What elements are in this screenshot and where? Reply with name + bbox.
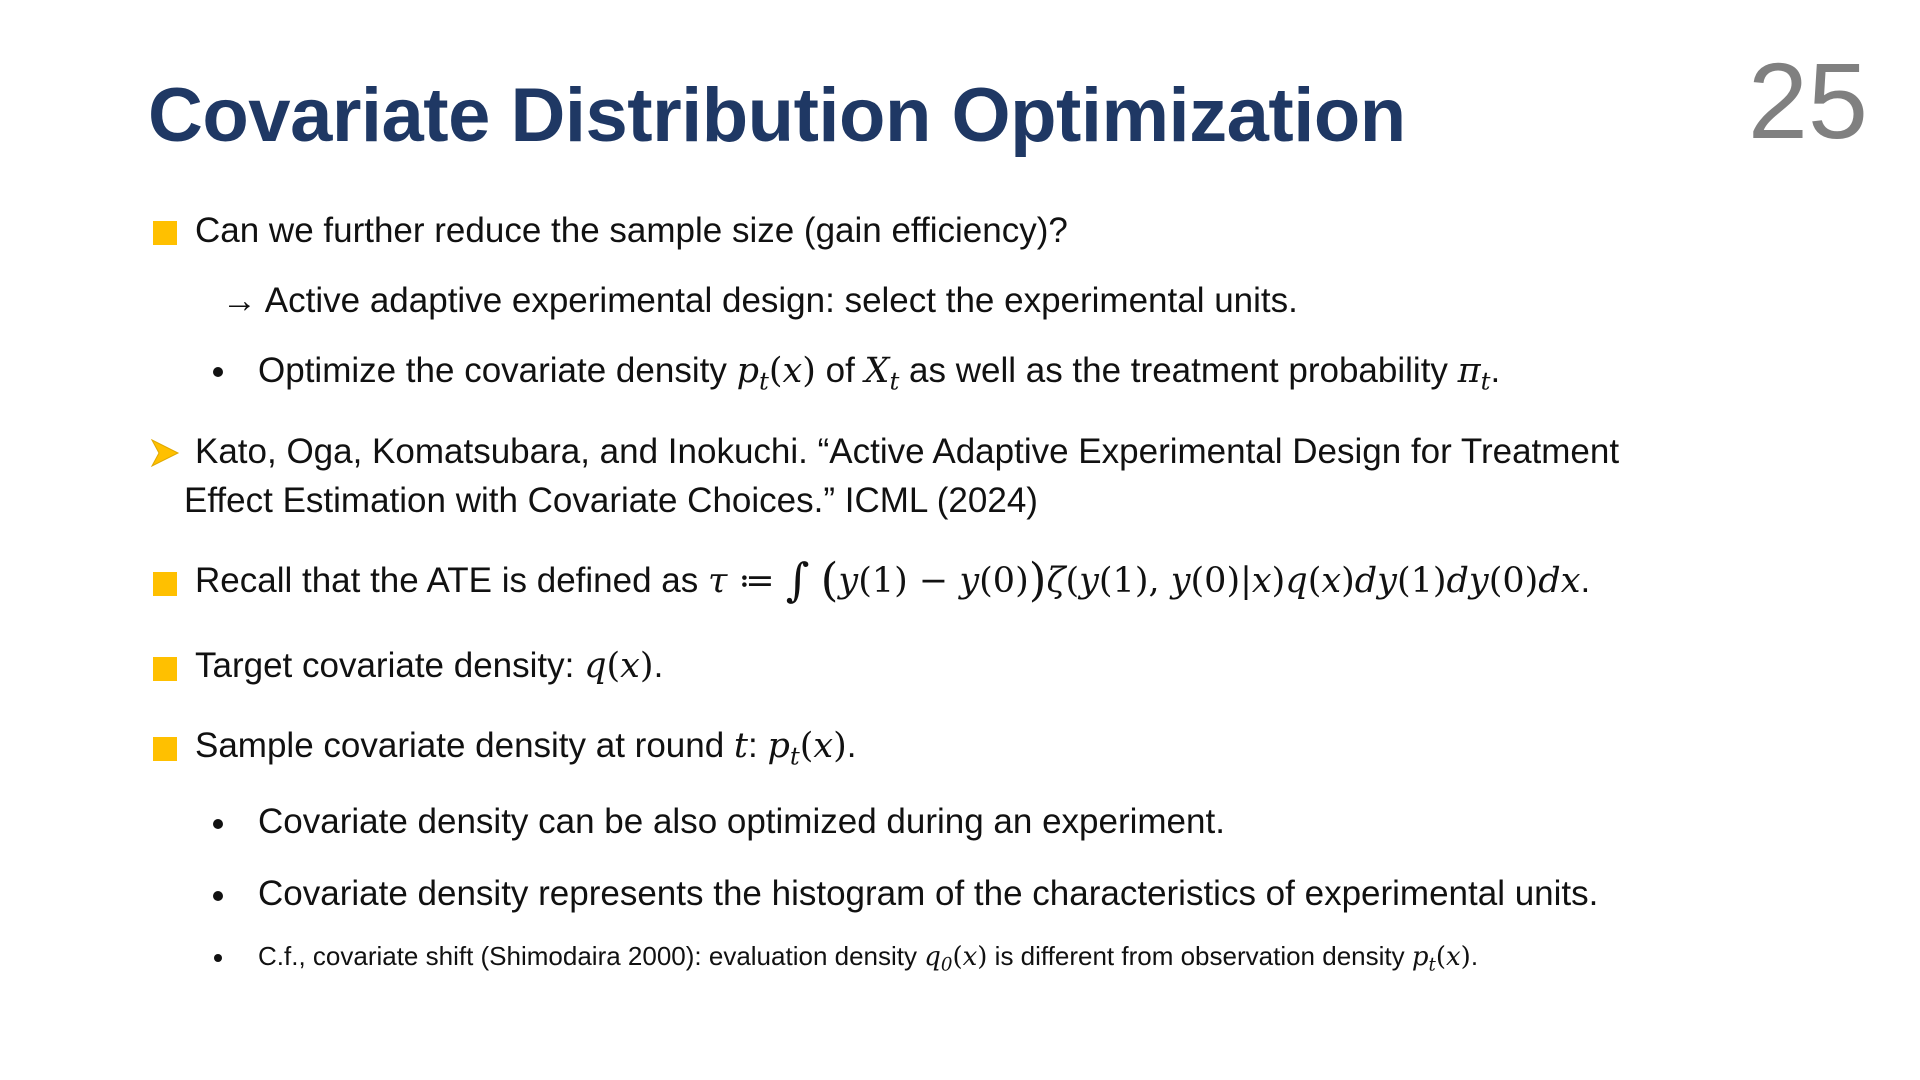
- math-pt-x: $p_t(x)$: [736, 351, 816, 396]
- bullet-gain-efficiency: Can we further reduce the sample size (gain efficiency)?: [195, 211, 1068, 250]
- math-pt-x: $p_t(x)$: [767, 726, 847, 771]
- square-bullet-icon: [153, 572, 177, 596]
- math-q-x: q(x): [584, 646, 654, 686]
- math-q0-x: $q_0(x)$: [924, 942, 988, 976]
- math-pi-t: $\pi_t$: [1457, 351, 1491, 396]
- dot-bullet-icon: [213, 891, 223, 901]
- bullet-optimized-during: Covariate density can be also optimized during an experiment.: [258, 802, 1225, 841]
- square-bullet-icon: [153, 221, 177, 245]
- reference-line-2: Effect Estimation with Covariate Choices.” ICML (2024): [184, 481, 1038, 520]
- math-pt-x: $p_t(x)$: [1411, 942, 1471, 976]
- slide-title: Covariate Distribution Optimization: [148, 73, 1406, 158]
- arrowhead-bullet-icon: [150, 438, 180, 468]
- dot-bullet-icon: [213, 819, 223, 829]
- bullet-sample-density: Sample covariate density at round t: $p_t(x)$.: [195, 726, 857, 771]
- bullet-target-density: Target covariate density: q(x).: [195, 646, 664, 686]
- bullet-covariate-shift: C.f., covariate shift (Shimodaira 2000): evaluation density $q_0(x)$ is different from observation density $p_t(x)$.: [258, 941, 1479, 976]
- bullet-optimize-density: Optimize the covariate density $p_t(x)$ of $X_t$ as well as the treatment probability $\pi_t$.: [258, 351, 1501, 396]
- square-bullet-icon: [153, 737, 177, 761]
- arrow-active-design: → Active adaptive experimental design: select the experimental units.: [222, 281, 1298, 320]
- math-t: t: [733, 726, 748, 766]
- dot-bullet-icon: [213, 367, 223, 377]
- bullet-histogram: Covariate density represents the histogram of the characteristics of experimental units.: [258, 874, 1599, 913]
- bullet-recall-ate: Recall that the ATE is defined as τ ≔ ∫ (y(1) − y(0))ζ(y(1), y(0)|x)q(x)dy(1)dy(0)dx.: [195, 553, 1591, 607]
- math-ate-definition: τ ≔ ∫ (y(1) − y(0))ζ(y(1), y(0)|x)q(x)dy(1)dy(0)dx: [707, 553, 1581, 607]
- math-Xt: $X_t$: [864, 351, 900, 396]
- page-number: 25: [1747, 40, 1868, 161]
- square-bullet-icon: [153, 657, 177, 681]
- dot-bullet-icon: [214, 954, 222, 962]
- reference-line-1: Kato, Oga, Komatsubara, and Inokuchi. “Active Adaptive Experimental Design for Treatment: [195, 432, 1620, 471]
